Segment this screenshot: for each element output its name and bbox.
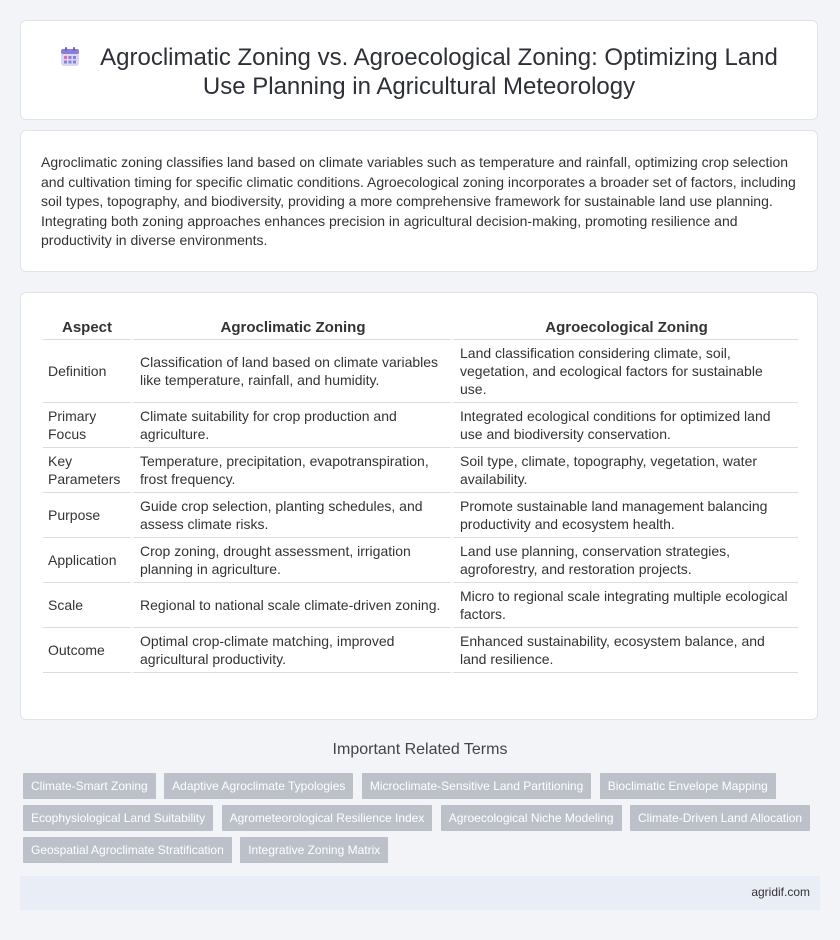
- row-agroecological: Enhanced sustainability, ecosystem balance, and land resilience.: [451, 628, 798, 673]
- header-agroecological: Agroecological Zoning: [451, 315, 798, 340]
- related-term-tag[interactable]: Climate-Driven Land Allocation: [630, 805, 810, 831]
- row-agroecological: Land use planning, conservation strategies, agroforestry, and restoration projects.: [451, 538, 798, 583]
- footer-bar: [20, 876, 820, 910]
- related-terms-heading: Important Related Terms: [332, 741, 508, 758]
- row-agroecological: Soil type, climate, topography, vegetation, water availability.: [451, 448, 798, 493]
- table-row: [43, 448, 798, 493]
- row-agroclimatic: Classification of land based on climate variables like temperature, rainfall, and humidity.: [131, 340, 451, 403]
- intro-card: [20, 130, 818, 272]
- row-aspect: Definition: [43, 340, 131, 403]
- row-agroclimatic: Regional to national scale climate-driven zoning.: [131, 583, 451, 628]
- table-row: [43, 340, 798, 403]
- row-agroclimatic: Optimal crop-climate matching, improved agricultural productivity.: [131, 628, 451, 673]
- related-term-tag[interactable]: Agroecological Niche Modeling: [441, 805, 622, 831]
- related-term-tag[interactable]: Climate-Smart Zoning: [23, 773, 156, 799]
- footer-site-link[interactable]: agridif.com: [751, 885, 810, 899]
- page-title-wrap: [21, 43, 817, 101]
- calendar-icon: [60, 45, 80, 65]
- related-terms-list: [23, 773, 823, 869]
- row-aspect: Outcome: [43, 628, 131, 673]
- table-row: [43, 493, 798, 538]
- row-agroecological: Integrated ecological conditions for optimized land use and biodiversity conservation.: [451, 403, 798, 448]
- row-agroclimatic: Crop zoning, drought assessment, irrigation planning in agriculture.: [131, 538, 451, 583]
- row-aspect: Key Parameters: [43, 448, 131, 493]
- header-aspect: Aspect: [43, 315, 131, 340]
- related-term-tag[interactable]: Microclimate-Sensitive Land Partitioning: [362, 773, 591, 799]
- row-agroclimatic: Climate suitability for crop production and agriculture.: [131, 403, 451, 448]
- row-aspect: Purpose: [43, 493, 131, 538]
- comparison-table: [43, 315, 798, 673]
- related-term-tag[interactable]: Geospatial Agroclimate Stratification: [23, 837, 232, 863]
- row-agroecological: Promote sustainable land management balancing productivity and ecosystem health.: [451, 493, 798, 538]
- table-row: [43, 583, 798, 628]
- page-title: Agroclimatic Zoning vs. Agroecological Zoning: Optimizing Land Use Planning in Agricultural Meteorology: [100, 44, 778, 100]
- related-term-tag[interactable]: Bioclimatic Envelope Mapping: [600, 773, 776, 799]
- header-agroclimatic: Agroclimatic Zoning: [131, 315, 451, 340]
- related-term-tag[interactable]: Adaptive Agroclimate Typologies: [164, 773, 353, 799]
- title-card: [20, 20, 818, 120]
- row-agroecological: Micro to regional scale integrating multiple ecological factors.: [451, 583, 798, 628]
- row-agroclimatic: Guide crop selection, planting schedules, and assess climate risks.: [131, 493, 451, 538]
- table-header-row: [43, 315, 798, 340]
- intro-paragraph: Agroclimatic zoning classifies land based on climate variables such as temperature and rainfall, optimizing crop selection and cultivation timing for specific climatic conditions. Agroecological zoning incorporates a broader set of factors, including soil types, topography, and biodiversity, providing a more comprehensive framework for sustainable land use planning. Integrating both zoning approaches enhances precision in agricultural decision-making, promoting resilience and productivity in diverse environments.: [41, 154, 796, 248]
- row-aspect: Primary Focus: [43, 403, 131, 448]
- related-term-tag[interactable]: Integrative Zoning Matrix: [240, 837, 388, 863]
- related-term-tag[interactable]: Ecophysiological Land Suitability: [23, 805, 213, 831]
- table-row: [43, 538, 798, 583]
- row-aspect: Application: [43, 538, 131, 583]
- row-aspect: Scale: [43, 583, 131, 628]
- related-term-tag[interactable]: Agrometeorological Resilience Index: [222, 805, 433, 831]
- row-agroclimatic: Temperature, precipitation, evapotranspiration, frost frequency.: [131, 448, 451, 493]
- comparison-card: [20, 292, 818, 720]
- table-row: [43, 403, 798, 448]
- row-agroecological: Land classification considering climate, soil, vegetation, and ecological factors for sustainable use.: [451, 340, 798, 403]
- table-row: [43, 628, 798, 673]
